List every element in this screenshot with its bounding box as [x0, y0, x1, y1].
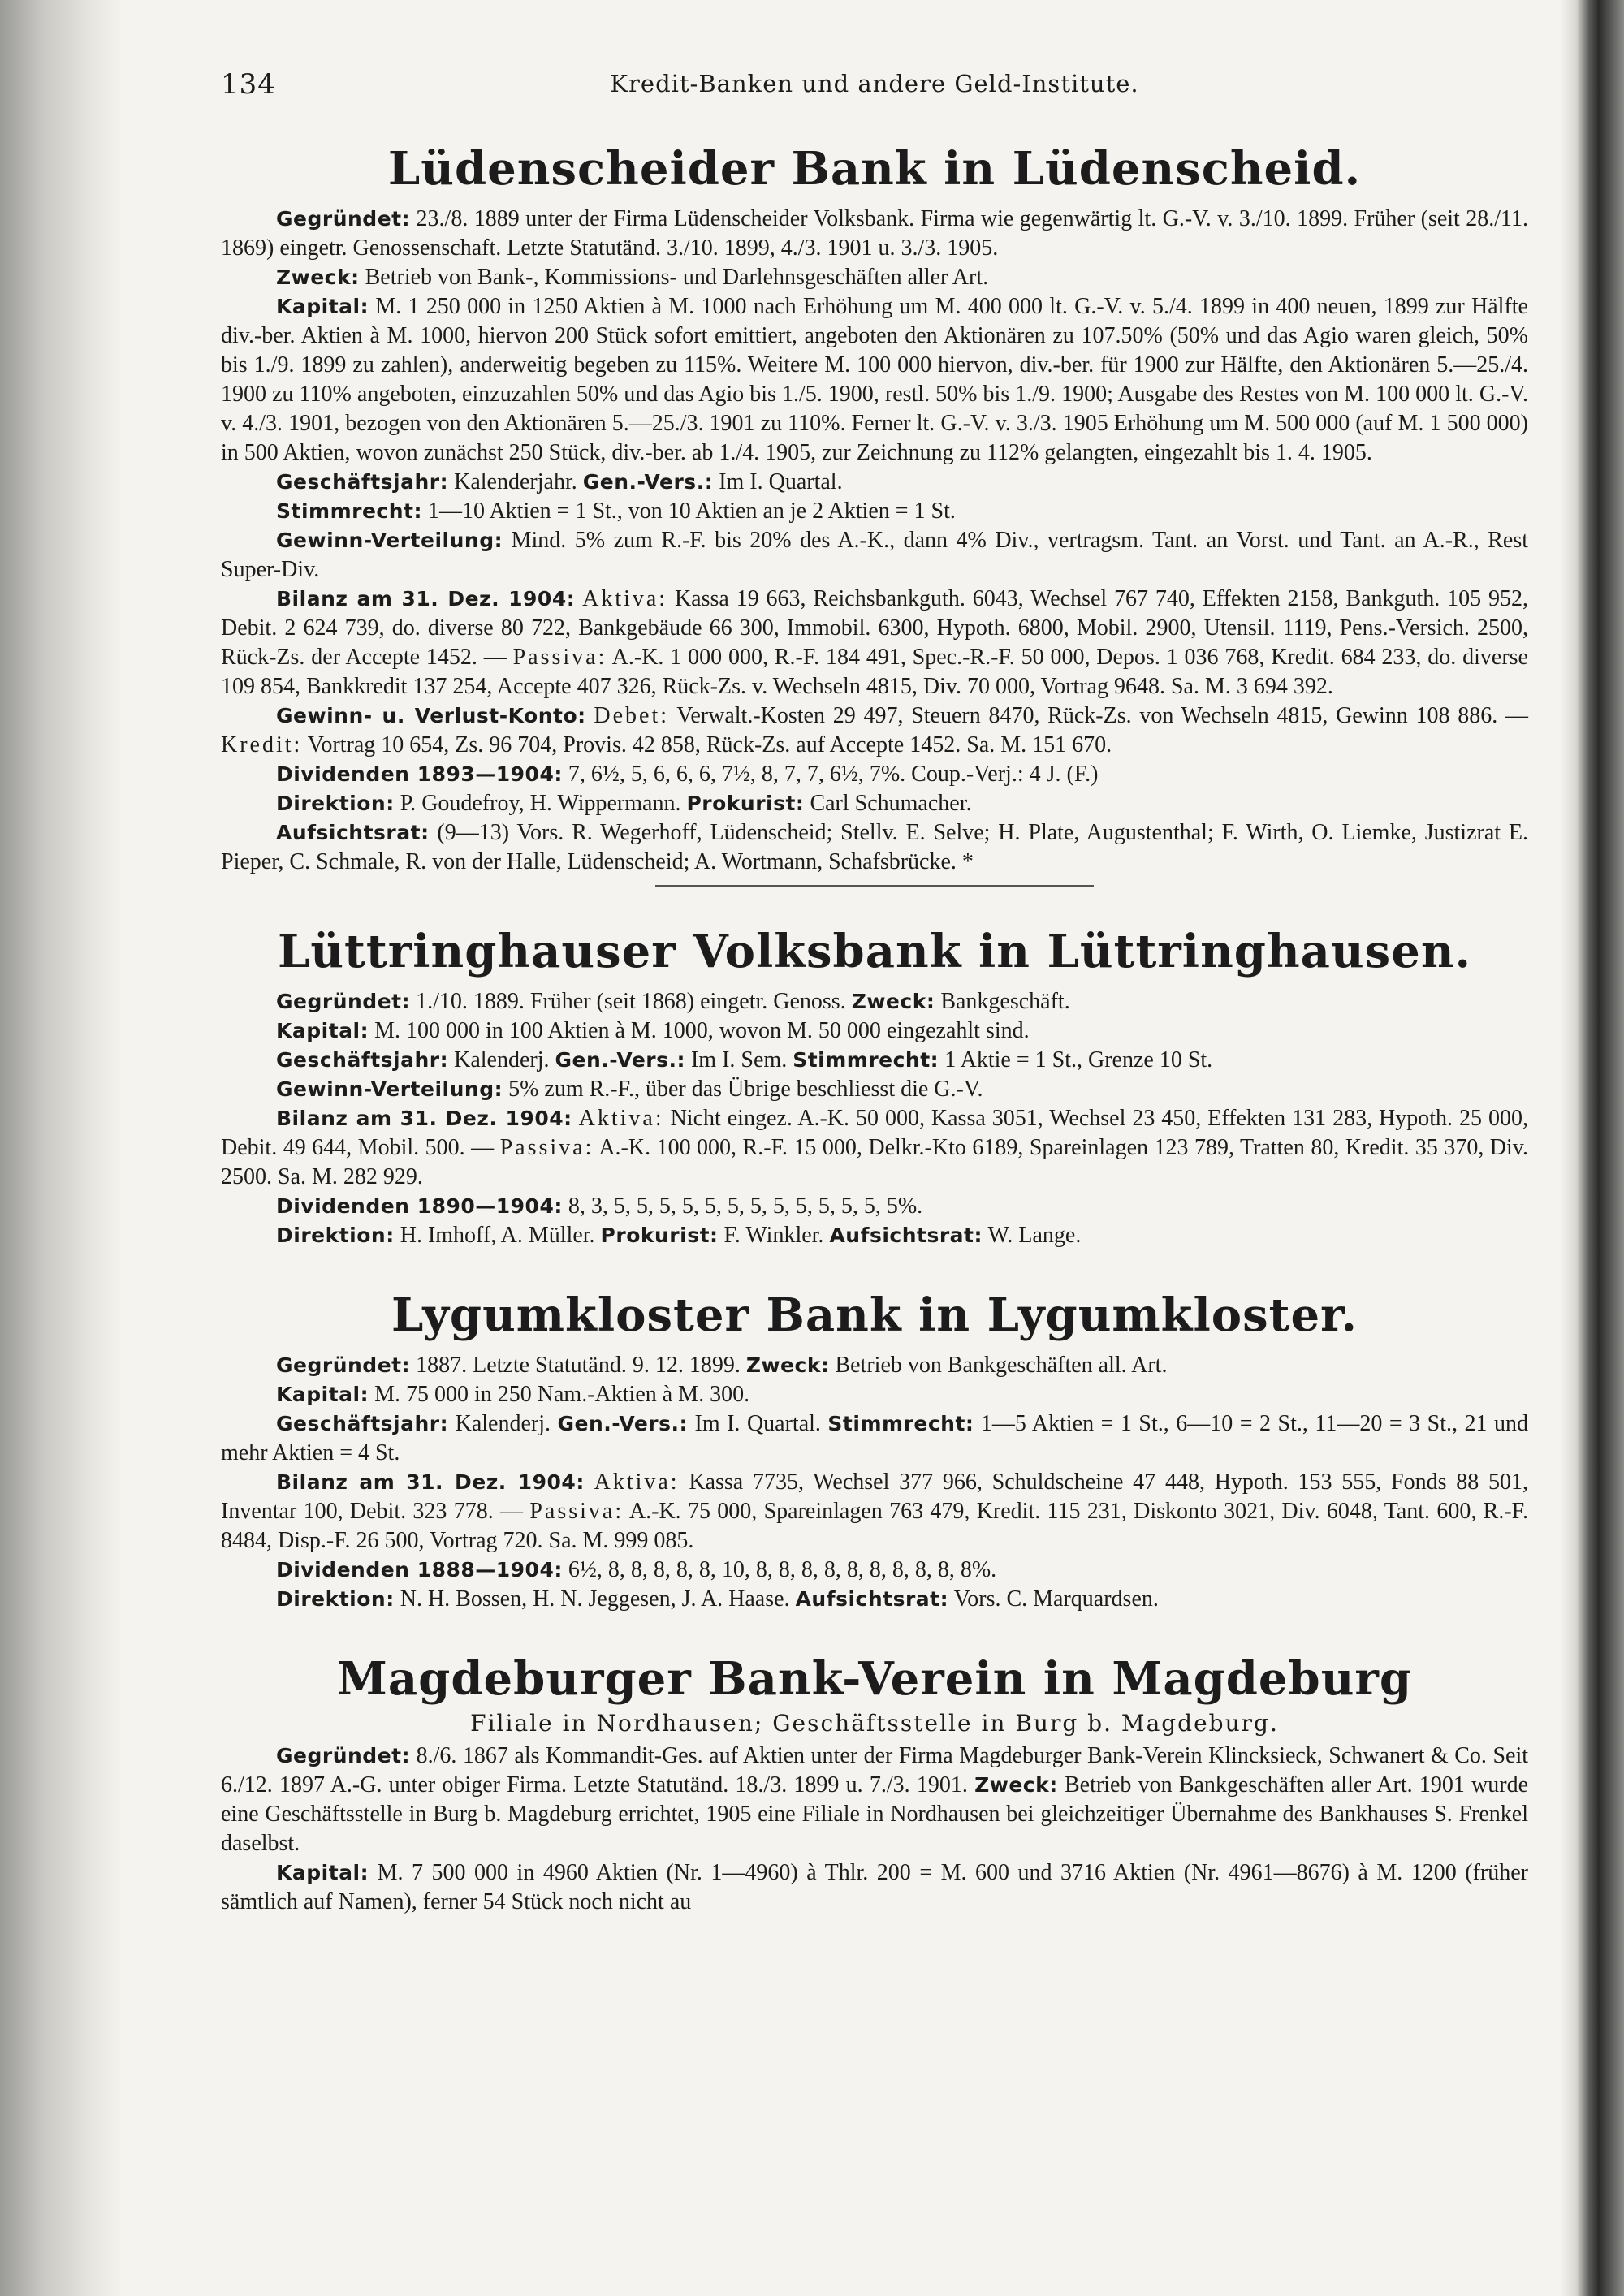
scan-right-edge — [1561, 0, 1624, 2296]
book-page — [221, 63, 1528, 1917]
paragraph-geschaeftsjahr: Geschäftsjahr: Kalenderj. Gen.-Vers.: Im I. Quartal. Stimmrecht: 1—5 Aktien = 1 St., 6—10 = 2 St., 11—20 = 3 St., 21 und mehr Aktien = 4 St. — [221, 1411, 1529, 1465]
paragraph-direktion: Direktion: P. Goudefroy, H. Wippermann. Prokurist: Carl Schumacher. — [276, 791, 972, 816]
scan-left-shadow — [0, 0, 122, 2296]
paragraph-kapital: Kapital: M. 75 000 in 250 Nam.-Aktien à M. 300. — [276, 1382, 750, 1407]
section-title: Magdeburger Bank-Verein in Magdeburg — [336, 1652, 1413, 1706]
paragraph-dividenden: Dividenden 1888—1904: 6½, 8, 8, 8, 8, 8, 10, 8, 8, 8, 8, 8, 8, 8, 8, 8, 8%. — [276, 1557, 997, 1582]
running-title: Kredit-Banken und andere Geld-Institute. — [610, 70, 1139, 97]
paragraph-gewinn-verteilung: Gewinn-Verteilung: 5% zum R.-F., über das Übrige beschliesst die G.-V. — [276, 1077, 983, 1102]
paragraph-kapital: Kapital: M. 1 250 000 in 1250 Aktien à M. 1000 nach Erhöhung um M. 400 000 lt. G.-V. v. 5./4. 1899 in 400 neuen, 1899 zur Hälfte div.-ber. Aktien à M. 1000, hiervon 200 Stück sofort emittiert, angeboten den Aktionären zu 107.50% (50% und das Agio waren gleich, 50% bis 1./9. 1899 zu zahlen), anderweitig begeben zu 115%. Weitere M. 100 000 hiervon, div.-ber. für 1900 zur Hälfte, den Aktionären 5.—25./4. 1900 zu 110% angeboten, einzuzahlen 50% und das Agio bis 1./5. 1900, restl. 50% bis 1./9. 1900; Ausgabe des Restes von M. 100 000 lt. G.-V. v. 4./3. 1901, bezogen von den Aktionären 5.—25./3. 1901 zu 110%. Ferner lt. G.-V. v. 3./3. 1905 Erhöhung um M. 500 000 (auf M. 1 500 000) in 500 Aktien, wovon zunächst 250 Stück, div.-ber. ab 1./4. 1905, zur Zeichnung zu 112% gelangten, eingezahlt bis 1. 4. 1905. — [221, 294, 1528, 465]
paragraph-geschaeftsjahr: Geschäftsjahr: Kalenderj. Gen.-Vers.: Im I. Sem. Stimmrecht: 1 Aktie = 1 St., Grenze 10 St. — [276, 1047, 1213, 1072]
paragraph-gegruendet: Gegründet: 23./8. 1889 unter der Firma Lüdenscheider Volksbank. Firma wie gegenwärtig lt. G.-V. v. 3./10. 1899. Früher (seit 28./11. 1869) eingetr. Genossenschaft. Letzte Statutänd. 3./10. 1899, 4./3. 1901 u. 3./3. 1905. — [221, 206, 1528, 261]
paragraph-direktion: Direktion: H. Imhoff, A. Müller. Prokurist: F. Winkler. Aufsichtsrat: W. Lange. — [276, 1223, 1082, 1248]
section-subtitle: Filiale in Nordhausen; Geschäftsstelle in Burg b. Magdeburg. — [470, 1710, 1279, 1737]
entry-luedenscheider-bank — [221, 143, 1528, 887]
section-title: Lüdenscheider Bank in Lüdenscheid. — [387, 142, 1362, 196]
running-header — [221, 63, 1528, 112]
section-title: Lüttringhauser Volksbank in Lüttringhausen. — [277, 925, 1472, 978]
paragraph-bilanz: Bilanz am 31. Dez. 1904: Aktiva: Kassa 19 663, Reichsbankguth. 6043, Wechsel 767 740, Effekten 2158, Bankguth. 105 952, Debit. 2 624 739, do. diverse 80 722, Bankgebäude 66 300, Immobil. 6300, Hypoth. 6800, Mobil. 2900, Utensil. 1119, Pens.-Versich. 2500, Rück-Zs. der Accepte 1452. — Passiva: A.-K. 1 000 000, R.-F. 184 491, Spec.-R.-F. 50 000, Depos. 1 036 768, Kredit. 684 233, do. diverse 109 854, Bankkredit 137 254, Accepte 407 326, Rück-Zs. v. Wechseln 4815, Div. 70 000, Vortrag 9648. Sa. M. 3 694 392. — [221, 586, 1528, 699]
paragraph-zweck: Zweck: Betrieb von Bank-, Kommissions- und Darlehnsgeschäften aller Art. — [276, 265, 989, 290]
paragraph-gegruendet: Gegründet: 8./6. 1867 als Kommandit-Ges. auf Aktien unter der Firma Magdeburger Bank-Verein Klincksieck, Schwanert & Co. Seit 6./12. 1897 A.-G. unter obiger Firma. Letzte Statutänd. 18./3. 1899 u. 7./3. 1901. Zweck: Betrieb von Bankgeschäften aller Art. 1901 wurde eine Geschäftsstelle in Burg b. Magdeburg errichtet, 1905 eine Filiale in Nordhausen bei gleichzeitiger Übernahme des Bankhauses S. Frenkel daselbst. — [221, 1743, 1529, 1856]
paragraph-bilanz: Bilanz am 31. Dez. 1904: Aktiva: Nicht eingez. A.-K. 50 000, Kassa 3051, Wechsel 23 450, Effekten 131 283, Hypoth. 25 000, Debit. 49 644, Mobil. 500. — Passiva: A.-K. 100 000, R.-F. 15 000, Delkr.-Kto 6189, Spareinlagen 123 789, Tratten 80, Kredit. 35 370, Div. 2500. Sa. M. 282 929. — [221, 1106, 1528, 1189]
paragraph-direktion: Direktion: N. H. Bossen, H. N. Jeggesen, J. A. Haase. Aufsichtsrat: Vors. C. Marquardsen. — [276, 1586, 1159, 1612]
paragraph-gegruendet: Gegründet: 1./10. 1889. Früher (seit 1868) eingetr. Genoss. Zweck: Bankgeschäft. — [276, 989, 1070, 1014]
paragraph-geschaeftsjahr: Geschäftsjahr: Kalenderjahr. Gen.-Vers.: Im I. Quartal. — [276, 469, 843, 494]
entry-luettringhauser-volksbank — [221, 926, 1528, 1250]
paragraph-dividenden: Dividenden 1890—1904: 8, 3, 5, 5, 5, 5, 5, 5, 5, 5, 5, 5, 5, 5, 5%. — [276, 1193, 923, 1219]
paragraph-kapital: Kapital: M. 7 500 000 in 4960 Aktien (Nr. 1—4960) à Thlr. 200 = M. 600 und 3716 Aktien (Nr. 4961—8676) à M. 1200 (früher sämtlich auf Namen), ferner 54 Stück noch nicht au — [221, 1860, 1528, 1914]
paragraph-gewinn-verteilung: Gewinn-Verteilung: Mind. 5% zum R.-F. bis 20% des A.-K., dann 4% Div., vertragsm. Tant. an Vorst. und Tant. an A.-R., Rest Super-Div. — [221, 528, 1528, 582]
paragraph-gewinn-verlust: Gewinn- u. Verlust-Konto: Debet: Verwalt.-Kosten 29 497, Steuern 8470, Rück-Zs. von Wechseln 4815, Gewinn 108 886. — Kredit: Vortrag 10 654, Zs. 96 704, Provis. 42 858, Rück-Zs. auf Accepte 1452. Sa. M. 151 670. — [221, 703, 1529, 757]
entry-magdeburger-bank-verein — [221, 1653, 1528, 1917]
section-title: Lygumkloster Bank in Lygumkloster. — [391, 1288, 1358, 1342]
paragraph-dividenden: Dividenden 1893—1904: 7, 6½, 5, 6, 6, 6, 7½, 8, 7, 7, 6½, 7%. Coup.-Verj.: 4 J. (F.) — [276, 762, 1099, 787]
paragraph-stimmrecht: Stimmrecht: 1—10 Aktien = 1 St., von 10 Aktien an je 2 Aktien = 1 St. — [276, 498, 956, 524]
paragraph-kapital: Kapital: M. 100 000 in 100 Aktien à M. 1000, wovon M. 50 000 eingezahlt sind. — [276, 1018, 1030, 1043]
paragraph-bilanz: Bilanz am 31. Dez. 1904: Aktiva: Kassa 7735, Wechsel 377 966, Schuldscheine 47 448, Hypoth. 153 555, Fonds 88 501, Inventar 100, Debit. 323 778. — Passiva: A.-K. 75 000, Spareinlagen 763 479, Kredit. 115 231, Diskonto 3021, Div. 6048, Tant. 600, R.-F. 8484, Disp.-F. 26 500, Vortrag 720. Sa. M. 999 085. — [221, 1470, 1528, 1553]
section-divider — [655, 885, 1094, 887]
page-number: 134 — [221, 68, 276, 101]
paragraph-aufsichtsrat: Aufsichtsrat: (9—13) Vors. R. Wegerhoff, Lüdenscheid; Stellv. E. Selve; H. Plate, Augustenthal; F. Wirth, O. Liemke, Justizrat E. Pieper, C. Schmale, R. von der Halle, Lüdenscheid; A. Wortmann, Schafsbrücke. * — [221, 820, 1528, 874]
entry-lygumkloster-bank — [221, 1289, 1528, 1614]
paragraph-gegruendet: Gegründet: 1887. Letzte Statutänd. 9. 12. 1899. Zweck: Betrieb von Bankgeschäften all. Art. — [276, 1353, 1168, 1378]
